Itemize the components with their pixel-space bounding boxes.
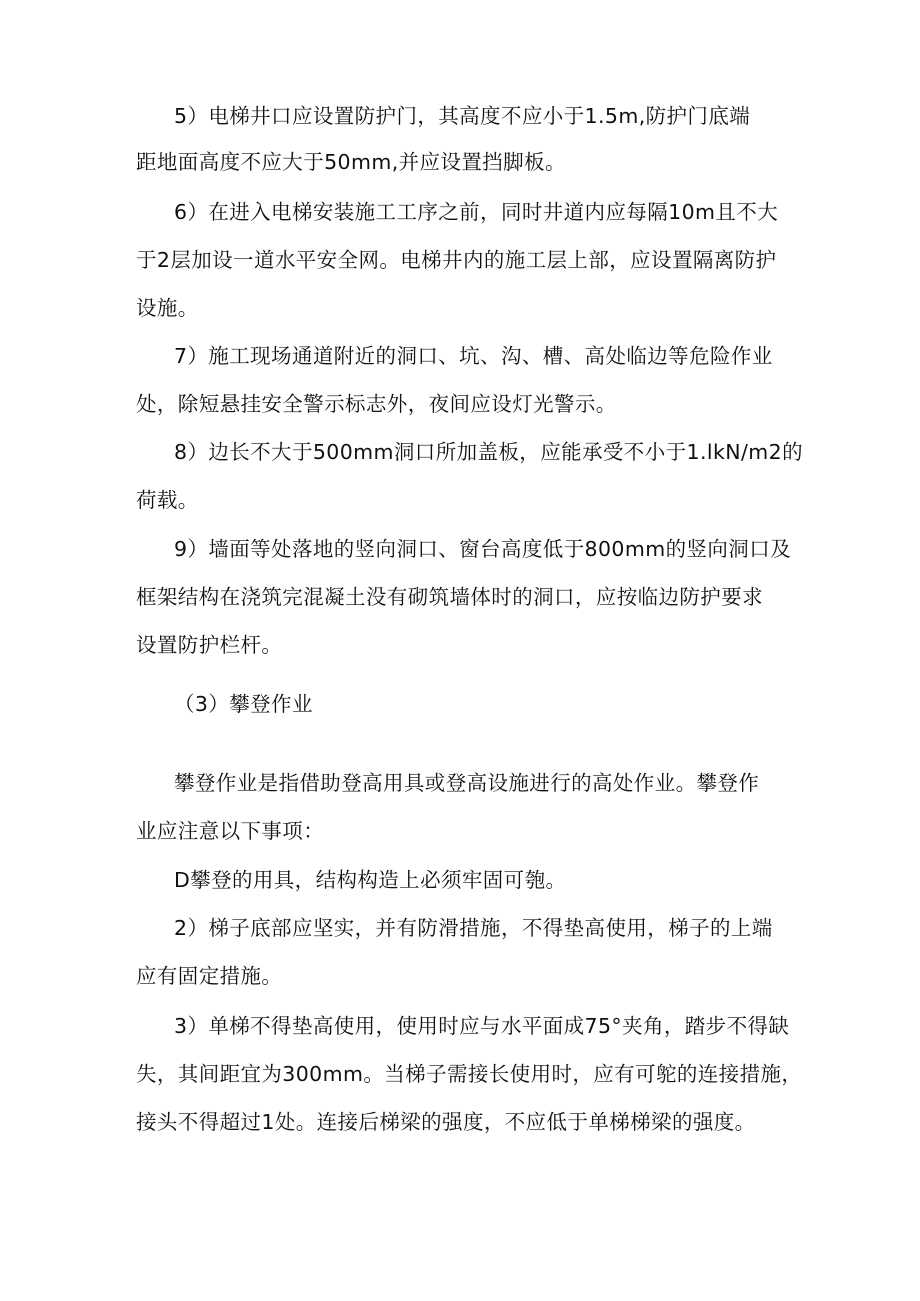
item-2-line-1: 2）梯子底部应坚实，并有防滑措施，不得垫高使用，梯子的上端 [174,916,773,940]
item-1-line-1: D攀登的用具，结构构造上必须牢固可匏。 [174,868,567,892]
section-heading-climbing: （3）攀登作业 [174,692,313,716]
paragraph-6-line-2: 于2层加设一道水平安全网。电梯井内的施工层上部，应设置隔离防护 [136,248,777,272]
item-3-line-1: 3）单梯不得垫高使用，使用时应与水平面成75°夹角，踏步不得缺 [174,1014,790,1038]
paragraph-6-line-3: 设施。 [136,296,199,320]
paragraph-5-line-2: 距地面高度不应大于50mm,并应设置挡脚板。 [136,150,566,174]
intro-line-1: 攀登作业是指借助登高用具或登高设施进行的高处作业。攀登作 [174,771,760,795]
item-2-line-2: 应有固定措施。 [136,964,283,988]
item-3-line-2: 失，其间距宜为300mm。当梯子需接长使用时，应有可鸵的连接措施， [136,1062,803,1086]
intro-line-2: 业应注意以下事项： [136,819,325,843]
paragraph-6-line-1: 6）在进入电梯安装施工工序之前，同时井道内应每隔10m且不大 [174,200,779,224]
paragraph-9-line-3: 设置防护栏杆。 [136,633,283,657]
paragraph-9-line-1: 9）墙面等处落地的竖向洞口、窗台高度低于800mm的竖向洞口及 [174,537,792,561]
paragraph-8-line-2: 荷载。 [136,488,199,512]
paragraph-7-line-1: 7）施工现场通道附近的洞口、坑、沟、槽、高处临边等危险作业 [174,344,773,368]
item-3-line-3: 接头不得超过1处。连接后梯梁的强度，不应低于单梯梯梁的强度。 [136,1110,756,1134]
paragraph-5-line-1: 5）电梯井口应设置防护门，其高度不应小于1.5m,防护门底端 [174,104,751,128]
paragraph-9-line-2: 框架结构在浇筑完混凝土没有砌筑墙体时的洞口，应按临边防护要求 [136,585,763,609]
paragraph-7-line-2: 处，除短悬挂安全警示标志外，夜间应设灯光警示。 [136,392,617,416]
paragraph-8-line-1: 8）边长不大于500mm洞口所加盖板，应能承受不小于1.lkN/m2的 [174,440,803,464]
